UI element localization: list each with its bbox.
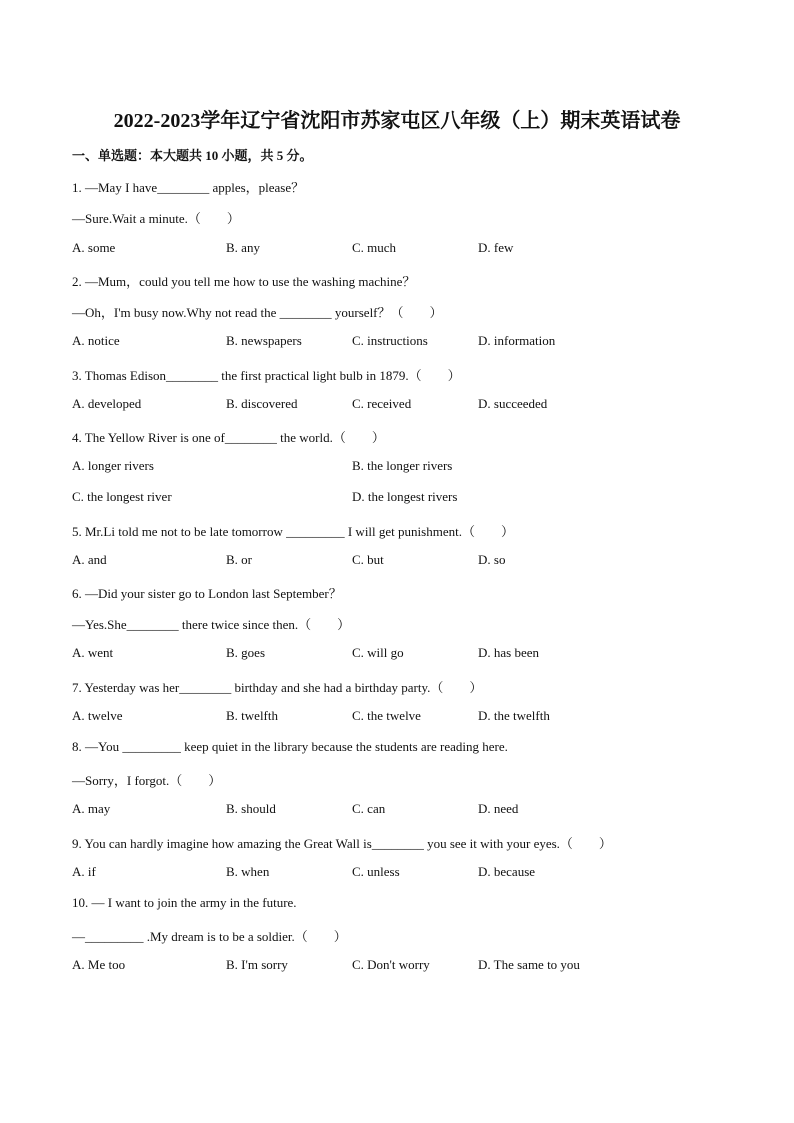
question-10-option-d[interactable]: D. The same to you [478, 957, 580, 972]
question-1-option-c[interactable]: C. much [352, 240, 397, 255]
question-5-option-a[interactable]: A. and [72, 552, 107, 567]
question-2-option-a[interactable]: A. notice [72, 333, 120, 348]
question-9-option-b[interactable]: B. when [226, 864, 270, 879]
question-8-line-1: 8. —You _________ keep quiet in the library because the students are reading here. [72, 739, 508, 754]
question-5-option-b[interactable]: B. or [226, 552, 252, 567]
question-9-option-a[interactable]: A. if [72, 864, 96, 879]
question-4-option-a[interactable]: A. longer rivers [72, 458, 154, 473]
question-7-option-b[interactable]: B. twelfth [226, 708, 278, 723]
question-6-line-1: 6. —Did your sister go to London last September？ [72, 586, 342, 601]
question-3-option-c[interactable]: C. received [352, 396, 412, 411]
question-5-option-d[interactable]: D. so [478, 552, 506, 567]
question-6-option-a[interactable]: A. went [72, 645, 114, 660]
question-7-option-a[interactable]: A. twelve [72, 708, 123, 723]
section-heading: 一、单选题：本大题共 10 小题，共 5 分。 [72, 148, 313, 163]
question-2-line-2: —Oh，I'm busy now.Why not read the ________ yourself？（ ） [72, 305, 443, 320]
question-8-option-c[interactable]: C. can [352, 801, 386, 816]
question-10-option-a[interactable]: A. Me too [72, 957, 126, 972]
question-6-option-b[interactable]: B. goes [226, 645, 265, 660]
question-7-option-d[interactable]: D. the twelfth [478, 708, 550, 723]
question-5-option-c[interactable]: C. but [352, 552, 384, 567]
question-10-line-2: —_________ .My dream is to be a soldier.（ ） [72, 929, 347, 944]
question-2-line-1: 2. —Mum，could you tell me how to use the washing machine？ [72, 274, 416, 289]
question-6-option-d[interactable]: D. has been [478, 645, 540, 660]
question-4-option-d[interactable]: D. the longest rivers [352, 489, 458, 504]
question-1-option-b[interactable]: B. any [226, 240, 260, 255]
question-8-line-2: —Sorry，I forgot.（ ） [72, 773, 222, 788]
question-6-option-c[interactable]: C. will go [352, 645, 404, 660]
question-1-option-a[interactable]: A. some [72, 240, 116, 255]
question-5-line-1: 5. Mr.Li told me not to be late tomorrow _________ I will get punishment.（ ） [72, 524, 514, 539]
question-2-option-c[interactable]: C. instructions [352, 333, 428, 348]
question-1-line-2: —Sure.Wait a minute.（ ） [72, 211, 240, 226]
question-4-option-b[interactable]: B. the longer rivers [352, 458, 453, 473]
question-10-option-b[interactable]: B. I'm sorry [226, 957, 288, 972]
question-3-option-b[interactable]: B. discovered [226, 396, 298, 411]
question-2-option-d[interactable]: D. information [478, 333, 556, 348]
question-2-option-b[interactable]: B. newspapers [226, 333, 302, 348]
question-10-line-1: 10. — I want to join the army in the future. [72, 895, 297, 910]
question-9-line-1: 9. You can hardly imagine how amazing the Great Wall is________ you see it with your eyes.（ ） [72, 836, 612, 851]
question-4-option-c[interactable]: C. the longest river [72, 489, 172, 504]
question-1-option-d[interactable]: D. few [478, 240, 514, 255]
exam-title: 2022-2023学年辽宁省沈阳市苏家屯区八年级（上）期末英语试卷 [113, 110, 681, 132]
question-3-option-d[interactable]: D. succeeded [478, 396, 548, 411]
question-8-option-a[interactable]: A. may [72, 801, 111, 816]
question-7-line-1: 7. Yesterday was her________ birthday and she had a birthday party.（ ） [72, 680, 483, 695]
question-6-line-2: —Yes.She________ there twice since then.（ ） [72, 617, 351, 632]
question-4-line-1: 4. The Yellow River is one of________ the world.（ ） [72, 430, 385, 445]
question-3-line-1: 3. Thomas Edison________ the first practical light bulb in 1879.（ ） [72, 368, 461, 383]
question-8-option-d[interactable]: D. need [478, 801, 519, 816]
question-8-option-b[interactable]: B. should [226, 801, 276, 816]
question-7-option-c[interactable]: C. the twelve [352, 708, 421, 723]
question-3-option-a[interactable]: A. developed [72, 396, 142, 411]
question-1-line-1: 1. —May I have________ apples，please？ [72, 180, 305, 195]
question-9-option-d[interactable]: D. because [478, 864, 536, 879]
question-10-option-c[interactable]: C. Don't worry [352, 957, 430, 972]
question-9-option-c[interactable]: C. unless [352, 864, 400, 879]
